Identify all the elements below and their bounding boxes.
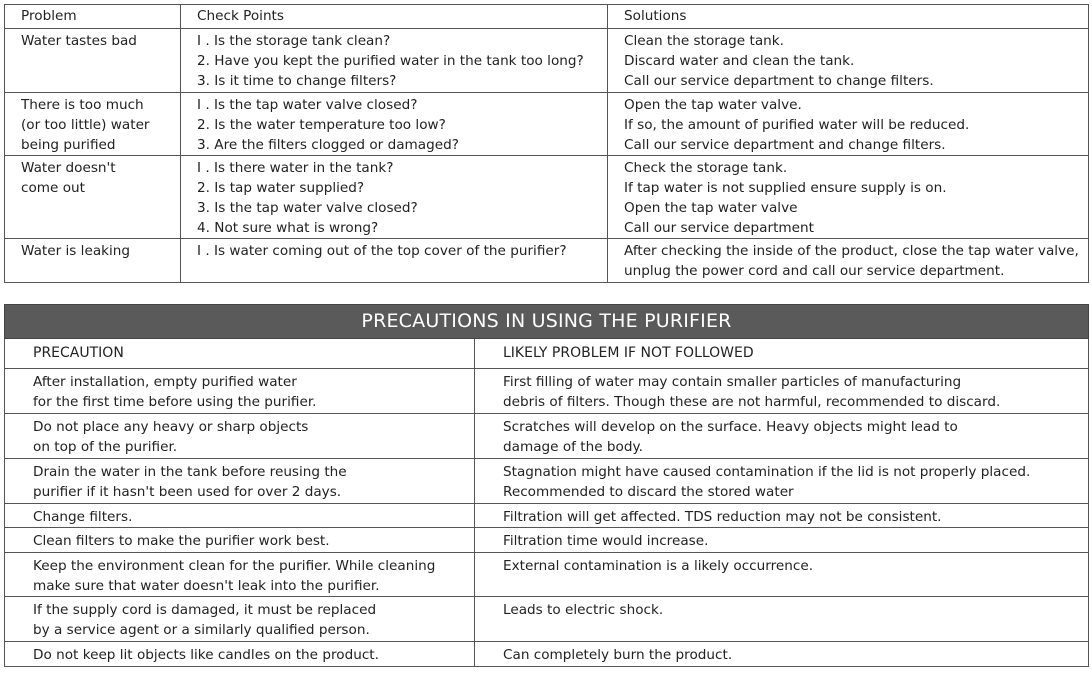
check-points-cell-line: 2. Is tap water supplied? xyxy=(197,180,365,196)
solutions-cell-line: Open the tap water valve xyxy=(624,200,798,216)
likely-problem-cell xyxy=(475,459,1089,504)
precaution-cell-line: Do not place any heavy or sharp objects xyxy=(33,419,309,435)
check-points-cell-line: 3. Is it time to change filters? xyxy=(197,73,397,89)
solutions-cell-line: Check the storage tank. xyxy=(624,160,788,176)
solutions-cell-line: If so, the amount of purified water will be reduced. xyxy=(624,117,970,133)
check-points-cell-line: I . Is the tap water valve closed? xyxy=(197,97,418,113)
precaution-cell xyxy=(5,414,475,459)
table-row xyxy=(5,642,1089,667)
likely-problem-cell-line: Stagnation might have caused contamination if the lid is not properly placed. xyxy=(503,464,1031,480)
precaution-cell-line: on top of the purifier. xyxy=(33,439,178,455)
table-row xyxy=(5,553,1089,597)
likely-problem-cell-line: debris of filters. Though these are not harmful, recommended to discard. xyxy=(503,394,1001,410)
likely-problem-cell xyxy=(475,597,1089,642)
likely-problem-cell xyxy=(475,528,1089,553)
precaution-cell-line: Drain the water in the tank before reusing the xyxy=(33,464,347,480)
likely-problem-cell-line: Can completely burn the product. xyxy=(503,647,733,663)
precaution-cell-line: by a service agent or a similarly qualified person. xyxy=(33,622,370,638)
precaution-cell-line: If the supply cord is damaged, it must be replaced xyxy=(33,602,377,618)
header-likely-problem: LIKELY PROBLEM IF NOT FOLLOWED xyxy=(475,339,1089,369)
solutions-cell-line: Clean the storage tank. xyxy=(624,33,784,49)
precaution-cell-line: After installation, empty purified water xyxy=(33,374,297,390)
table-row xyxy=(5,369,1089,414)
precaution-cell-line: for the first time before using the purifier. xyxy=(33,394,317,410)
table-row xyxy=(5,239,1089,283)
precaution-cell xyxy=(5,642,475,667)
check-points-cell xyxy=(181,239,608,283)
precautions-table xyxy=(4,304,1089,667)
check-points-cell-line: 2. Is the water temperature too low? xyxy=(197,117,446,133)
header-problem: Problem xyxy=(5,5,181,29)
likely-problem-cell xyxy=(475,414,1089,459)
header-solutions: Solutions xyxy=(608,5,1089,29)
check-points-cell-line: I . Is water coming out of the top cover of the purifier? xyxy=(197,243,567,259)
solutions-cell-line: Call our service department xyxy=(624,220,814,236)
problem-cell-line: come out xyxy=(21,180,85,196)
solutions-cell xyxy=(608,239,1089,283)
table-row xyxy=(5,29,1089,93)
likely-problem-cell-line: First filling of water may contain smaller particles of manufacturing xyxy=(503,374,962,390)
solutions-cell xyxy=(608,29,1089,93)
solutions-cell xyxy=(608,156,1089,239)
solutions-cell-line: Call our service department and change filters. xyxy=(624,137,946,153)
table-row xyxy=(5,156,1089,239)
likely-problem-cell-line: damage of the body. xyxy=(503,439,643,455)
solutions-cell-line: unplug the power cord and call our service department. xyxy=(624,263,1005,279)
precaution-cell-line: purifier if it hasn't been used for over 2 days. xyxy=(33,484,342,500)
problem-cell xyxy=(5,239,181,283)
likely-problem-cell-line: External contamination is a likely occurrence. xyxy=(503,558,814,574)
problem-cell xyxy=(5,156,181,239)
problem-cell-line: Water doesn't xyxy=(21,160,116,176)
precautions-header-row xyxy=(5,339,1089,369)
header-check-points: Check Points xyxy=(181,5,608,29)
problem-cell-line: Water tastes bad xyxy=(21,33,137,49)
problem-cell-line: Water is leaking xyxy=(21,243,131,259)
precaution-cell-line: Change filters. xyxy=(33,509,133,525)
check-points-cell-line: I . Is the storage tank clean? xyxy=(197,33,391,49)
likely-problem-cell-line: Recommended to discard the stored water xyxy=(503,484,794,500)
solutions-cell xyxy=(608,93,1089,156)
check-points-cell-line: 3. Is the tap water valve closed? xyxy=(197,200,418,216)
likely-problem-cell xyxy=(475,504,1089,528)
troubleshooting-table xyxy=(4,4,1089,283)
check-points-cell xyxy=(181,29,608,93)
solutions-cell-line: Open the tap water valve. xyxy=(624,97,802,113)
solutions-cell-line: Call our service department to change filters. xyxy=(624,73,934,89)
solutions-cell-line: If tap water is not supplied ensure supply is on. xyxy=(624,180,947,196)
problem-cell xyxy=(5,29,181,93)
precaution-cell-line: Keep the environment clean for the purifier. While cleaning xyxy=(33,558,436,574)
precaution-cell xyxy=(5,369,475,414)
precaution-cell xyxy=(5,597,475,642)
problem-cell-line: being purified xyxy=(21,137,116,153)
precaution-cell-line: Clean filters to make the purifier work best. xyxy=(33,533,330,549)
precaution-cell xyxy=(5,459,475,504)
check-points-cell xyxy=(181,156,608,239)
precautions-title: PRECAUTIONS IN USING THE PURIFIER xyxy=(5,305,1089,339)
solutions-cell-line: Discard water and clean the tank. xyxy=(624,53,855,69)
table-row xyxy=(5,597,1089,642)
check-points-cell-line: I . Is there water in the tank? xyxy=(197,160,394,176)
likely-problem-cell xyxy=(475,642,1089,667)
check-points-cell-line: 3. Are the filters clogged or damaged? xyxy=(197,137,459,153)
precaution-cell-line: make sure that water doesn't leak into the purifier. xyxy=(33,578,380,594)
precaution-cell xyxy=(5,504,475,528)
problem-cell-line: (or too little) water xyxy=(21,117,150,133)
likely-problem-cell-line: Filtration will get affected. TDS reduction may not be consistent. xyxy=(503,509,942,525)
solutions-cell-line: After checking the inside of the product, close the tap water valve, xyxy=(624,243,1079,259)
precautions-title-row xyxy=(5,305,1089,339)
likely-problem-cell-line: Leads to electric shock. xyxy=(503,602,664,618)
table-row xyxy=(5,504,1089,528)
likely-problem-cell-line: Scratches will develop on the surface. Heavy objects might lead to xyxy=(503,419,958,435)
check-points-cell xyxy=(181,93,608,156)
table-row xyxy=(5,528,1089,553)
precaution-cell-line: Do not keep lit objects like candles on the product. xyxy=(33,647,379,663)
table-row xyxy=(5,459,1089,504)
troubleshooting-header-row xyxy=(5,5,1089,29)
likely-problem-cell xyxy=(475,553,1089,597)
check-points-cell-line: 2. Have you kept the purified water in the tank too long? xyxy=(197,53,584,69)
header-precaution: PRECAUTION xyxy=(5,339,475,369)
check-points-cell-line: 4. Not sure what is wrong? xyxy=(197,220,379,236)
table-row xyxy=(5,93,1089,156)
problem-cell-line: There is too much xyxy=(21,97,144,113)
likely-problem-cell xyxy=(475,369,1089,414)
problem-cell xyxy=(5,93,181,156)
likely-problem-cell-line: Filtration time would increase. xyxy=(503,533,709,549)
table-row xyxy=(5,414,1089,459)
precaution-cell xyxy=(5,553,475,597)
precaution-cell xyxy=(5,528,475,553)
